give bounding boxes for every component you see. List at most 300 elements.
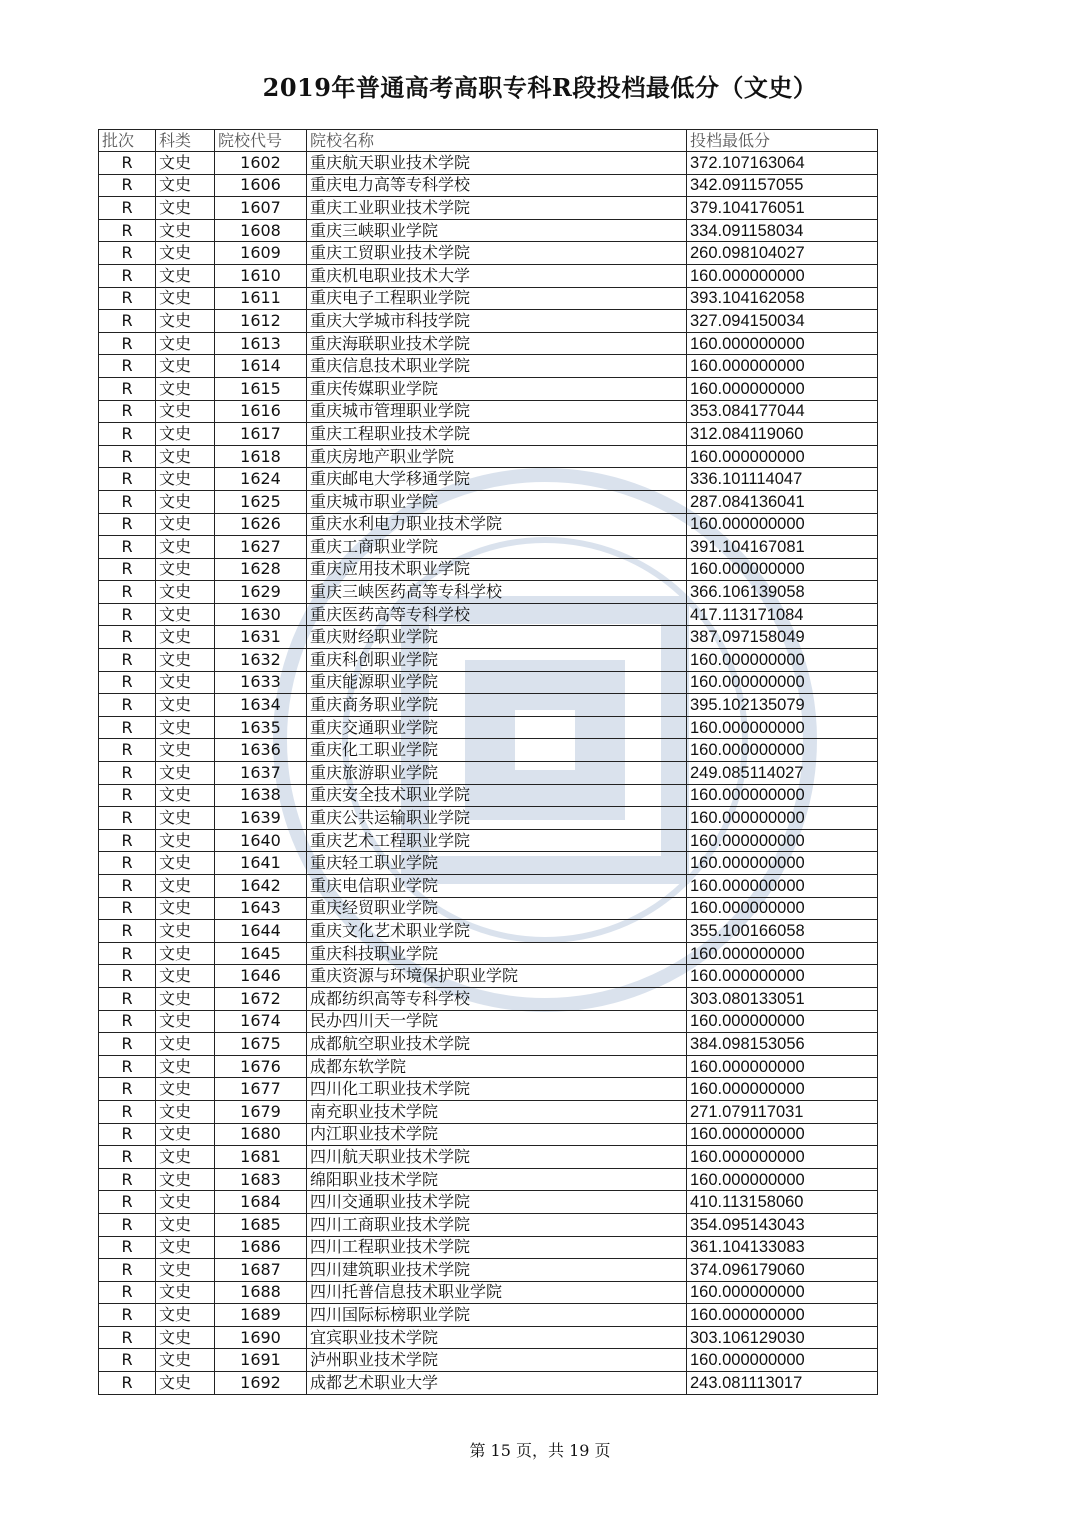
school-name-cell: 四川托普信息技术职业学院 xyxy=(307,1281,687,1304)
category-cell: 文史 xyxy=(156,1100,215,1123)
category-cell: 文史 xyxy=(156,603,215,626)
min-score-cell: 361.104133083 xyxy=(687,1236,878,1259)
table-row xyxy=(99,377,878,400)
batch-cell: R xyxy=(99,152,156,175)
min-score-cell: 160.000000000 xyxy=(687,1281,878,1304)
school-name-cell: 内江职业技术学院 xyxy=(307,1123,687,1146)
category-cell: 文史 xyxy=(156,174,215,197)
category-cell: 文史 xyxy=(156,1372,215,1395)
table-row xyxy=(99,1236,878,1259)
min-score-cell: 354.095143043 xyxy=(687,1213,878,1236)
batch-cell: R xyxy=(99,1010,156,1033)
school-code-cell: 1631 xyxy=(215,626,307,649)
table-row xyxy=(99,287,878,310)
table-row xyxy=(99,1078,878,1101)
table-row xyxy=(99,445,878,468)
category-cell: 文史 xyxy=(156,468,215,491)
table-row xyxy=(99,400,878,423)
category-cell: 文史 xyxy=(156,1078,215,1101)
table-row xyxy=(99,423,878,446)
batch-cell: R xyxy=(99,829,156,852)
batch-cell: R xyxy=(99,287,156,310)
table-row xyxy=(99,490,878,513)
school-name-cell: 四川工商职业技术学院 xyxy=(307,1213,687,1236)
school-name-cell: 四川国际标榜职业学院 xyxy=(307,1304,687,1327)
category-cell: 文史 xyxy=(156,1236,215,1259)
category-cell: 文史 xyxy=(156,920,215,943)
school-name-cell: 重庆传媒职业学院 xyxy=(307,377,687,400)
school-name-cell: 成都航空职业技术学院 xyxy=(307,1033,687,1056)
table-row xyxy=(99,1146,878,1169)
batch-cell: R xyxy=(99,807,156,830)
school-code-cell: 1628 xyxy=(215,558,307,581)
batch-cell: R xyxy=(99,310,156,333)
category-cell: 文史 xyxy=(156,355,215,378)
min-score-cell: 160.000000000 xyxy=(687,965,878,988)
school-code-cell: 1613 xyxy=(215,332,307,355)
school-code-cell: 1674 xyxy=(215,1010,307,1033)
min-score-cell: 243.081113017 xyxy=(687,1372,878,1395)
category-cell: 文史 xyxy=(156,310,215,333)
school-name-cell: 重庆工贸职业技术学院 xyxy=(307,242,687,265)
category-cell: 文史 xyxy=(156,987,215,1010)
category-cell: 文史 xyxy=(156,1055,215,1078)
school-code-cell: 1677 xyxy=(215,1078,307,1101)
batch-cell: R xyxy=(99,649,156,672)
min-score-cell: 417.113171084 xyxy=(687,603,878,626)
school-name-cell: 重庆资源与环境保护职业学院 xyxy=(307,965,687,988)
school-code-cell: 1635 xyxy=(215,716,307,739)
category-cell: 文史 xyxy=(156,1123,215,1146)
min-score-cell: 379.104176051 xyxy=(687,197,878,220)
table-row xyxy=(99,1010,878,1033)
batch-cell: R xyxy=(99,264,156,287)
school-code-cell: 1609 xyxy=(215,242,307,265)
school-name-cell: 重庆海联职业技术学院 xyxy=(307,332,687,355)
school-name-cell: 重庆文化艺术职业学院 xyxy=(307,920,687,943)
min-score-cell: 287.084136041 xyxy=(687,490,878,513)
table-row xyxy=(99,1033,878,1056)
min-score-cell: 260.098104027 xyxy=(687,242,878,265)
min-score-cell: 334.091158034 xyxy=(687,219,878,242)
header-school-code: 院校代号 xyxy=(215,130,307,152)
batch-cell: R xyxy=(99,987,156,1010)
school-name-cell: 重庆工业职业技术学院 xyxy=(307,197,687,220)
page-number: 第 15 页，共 19 页 xyxy=(469,1441,611,1460)
school-name-cell: 重庆科创职业学院 xyxy=(307,649,687,672)
school-name-cell: 重庆交通职业学院 xyxy=(307,716,687,739)
batch-cell: R xyxy=(99,1078,156,1101)
school-name-cell: 成都纺织高等专科学校 xyxy=(307,987,687,1010)
batch-cell: R xyxy=(99,513,156,536)
school-name-cell: 重庆应用技术职业学院 xyxy=(307,558,687,581)
category-cell: 文史 xyxy=(156,242,215,265)
school-name-cell: 重庆工商职业学院 xyxy=(307,536,687,559)
school-code-cell: 1689 xyxy=(215,1304,307,1327)
min-score-cell: 160.000000000 xyxy=(687,1349,878,1372)
batch-cell: R xyxy=(99,762,156,785)
batch-cell: R xyxy=(99,558,156,581)
page-title: 2019年普通高考高职专科R段投档最低分（文史） xyxy=(262,73,818,102)
batch-cell: R xyxy=(99,716,156,739)
school-name-cell: 重庆工程职业技术学院 xyxy=(307,423,687,446)
table-row xyxy=(99,355,878,378)
min-score-cell: 366.106139058 xyxy=(687,581,878,604)
school-name-cell: 四川工程职业技术学院 xyxy=(307,1236,687,1259)
school-name-cell: 重庆城市管理职业学院 xyxy=(307,400,687,423)
school-name-cell: 重庆电力高等专科学校 xyxy=(307,174,687,197)
min-score-cell: 160.000000000 xyxy=(687,1055,878,1078)
school-name-cell: 重庆三峡职业学院 xyxy=(307,219,687,242)
batch-cell: R xyxy=(99,1236,156,1259)
batch-cell: R xyxy=(99,490,156,513)
school-code-cell: 1686 xyxy=(215,1236,307,1259)
batch-cell: R xyxy=(99,920,156,943)
category-cell: 文史 xyxy=(156,219,215,242)
table-row xyxy=(99,875,878,898)
batch-cell: R xyxy=(99,1372,156,1395)
school-code-cell: 1626 xyxy=(215,513,307,536)
table-row xyxy=(99,852,878,875)
school-name-cell: 重庆经贸职业学院 xyxy=(307,897,687,920)
table-row xyxy=(99,513,878,536)
batch-cell: R xyxy=(99,423,156,446)
school-code-cell: 1643 xyxy=(215,897,307,920)
batch-cell: R xyxy=(99,1055,156,1078)
min-score-cell: 342.091157055 xyxy=(687,174,878,197)
category-cell: 文史 xyxy=(156,1304,215,1327)
min-score-cell: 393.104162058 xyxy=(687,287,878,310)
category-cell: 文史 xyxy=(156,1146,215,1169)
school-name-cell: 四川交通职业技术学院 xyxy=(307,1191,687,1214)
batch-cell: R xyxy=(99,784,156,807)
min-score-cell: 160.000000000 xyxy=(687,1010,878,1033)
min-score-cell: 271.079117031 xyxy=(687,1100,878,1123)
category-cell: 文史 xyxy=(156,942,215,965)
school-code-cell: 1611 xyxy=(215,287,307,310)
min-score-cell: 160.000000000 xyxy=(687,897,878,920)
batch-cell: R xyxy=(99,965,156,988)
table-row xyxy=(99,694,878,717)
school-code-cell: 1645 xyxy=(215,942,307,965)
batch-cell: R xyxy=(99,242,156,265)
batch-cell: R xyxy=(99,875,156,898)
min-score-cell: 160.000000000 xyxy=(687,852,878,875)
header-batch: 批次 xyxy=(99,130,156,152)
school-name-cell: 民办四川天一学院 xyxy=(307,1010,687,1033)
table-row xyxy=(99,1372,878,1395)
batch-cell: R xyxy=(99,536,156,559)
school-code-cell: 1672 xyxy=(215,987,307,1010)
school-code-cell: 1680 xyxy=(215,1123,307,1146)
min-score-cell: 303.106129030 xyxy=(687,1326,878,1349)
category-cell: 文史 xyxy=(156,671,215,694)
min-score-cell: 160.000000000 xyxy=(687,513,878,536)
category-cell: 文史 xyxy=(156,829,215,852)
category-cell: 文史 xyxy=(156,1010,215,1033)
school-name-cell: 绵阳职业技术学院 xyxy=(307,1168,687,1191)
school-code-cell: 1618 xyxy=(215,445,307,468)
school-name-cell: 重庆艺术工程职业学院 xyxy=(307,829,687,852)
table-row xyxy=(99,987,878,1010)
school-code-cell: 1638 xyxy=(215,784,307,807)
school-code-cell: 1692 xyxy=(215,1372,307,1395)
batch-cell: R xyxy=(99,468,156,491)
table-row xyxy=(99,1191,878,1214)
table-row xyxy=(99,649,878,672)
category-cell: 文史 xyxy=(156,1168,215,1191)
min-score-cell: 387.097158049 xyxy=(687,626,878,649)
school-name-cell: 重庆安全技术职业学院 xyxy=(307,784,687,807)
batch-cell: R xyxy=(99,1168,156,1191)
min-score-cell: 353.084177044 xyxy=(687,400,878,423)
table-row xyxy=(99,1168,878,1191)
school-name-cell: 重庆三峡医药高等专科学校 xyxy=(307,581,687,604)
school-name-cell: 重庆邮电大学移通学院 xyxy=(307,468,687,491)
min-score-cell: 160.000000000 xyxy=(687,942,878,965)
school-code-cell: 1691 xyxy=(215,1349,307,1372)
school-name-cell: 重庆大学城市科技学院 xyxy=(307,310,687,333)
batch-cell: R xyxy=(99,671,156,694)
batch-cell: R xyxy=(99,1146,156,1169)
min-score-cell: 160.000000000 xyxy=(687,1146,878,1169)
min-score-cell: 160.000000000 xyxy=(687,784,878,807)
school-name-cell: 重庆商务职业学院 xyxy=(307,694,687,717)
category-cell: 文史 xyxy=(156,536,215,559)
school-name-cell: 重庆水利电力职业技术学院 xyxy=(307,513,687,536)
batch-cell: R xyxy=(99,355,156,378)
min-score-cell: 391.104167081 xyxy=(687,536,878,559)
school-name-cell: 重庆科技职业学院 xyxy=(307,942,687,965)
school-code-cell: 1633 xyxy=(215,671,307,694)
category-cell: 文史 xyxy=(156,287,215,310)
batch-cell: R xyxy=(99,739,156,762)
batch-cell: R xyxy=(99,626,156,649)
school-code-cell: 1602 xyxy=(215,152,307,175)
min-score-cell: 384.098153056 xyxy=(687,1033,878,1056)
school-code-cell: 1679 xyxy=(215,1100,307,1123)
table-row xyxy=(99,603,878,626)
table-row xyxy=(99,965,878,988)
school-name-cell: 重庆轻工职业学院 xyxy=(307,852,687,875)
school-name-cell: 重庆能源职业学院 xyxy=(307,671,687,694)
header-min-score: 投档最低分 xyxy=(687,130,878,152)
min-score-cell: 160.000000000 xyxy=(687,1304,878,1327)
school-code-cell: 1636 xyxy=(215,739,307,762)
batch-cell: R xyxy=(99,694,156,717)
table-row xyxy=(99,1055,878,1078)
table-row xyxy=(99,558,878,581)
min-score-cell: 160.000000000 xyxy=(687,807,878,830)
min-score-cell: 374.096179060 xyxy=(687,1259,878,1282)
school-name-cell: 重庆电信职业学院 xyxy=(307,875,687,898)
school-code-cell: 1615 xyxy=(215,377,307,400)
category-cell: 文史 xyxy=(156,423,215,446)
category-cell: 文史 xyxy=(156,1281,215,1304)
table-row xyxy=(99,739,878,762)
school-code-cell: 1684 xyxy=(215,1191,307,1214)
school-code-cell: 1606 xyxy=(215,174,307,197)
table-row xyxy=(99,942,878,965)
school-name-cell: 四川化工职业技术学院 xyxy=(307,1078,687,1101)
batch-cell: R xyxy=(99,603,156,626)
school-name-cell: 重庆公共运输职业学院 xyxy=(307,807,687,830)
min-score-cell: 160.000000000 xyxy=(687,264,878,287)
batch-cell: R xyxy=(99,1123,156,1146)
school-name-cell: 四川建筑职业技术学院 xyxy=(307,1259,687,1282)
school-name-cell: 重庆信息技术职业学院 xyxy=(307,355,687,378)
min-score-cell: 160.000000000 xyxy=(687,1078,878,1101)
min-score-cell: 410.113158060 xyxy=(687,1191,878,1214)
table-row xyxy=(99,468,878,491)
school-name-cell: 重庆电子工程职业学院 xyxy=(307,287,687,310)
admission-score-table xyxy=(98,129,878,1395)
batch-cell: R xyxy=(99,1033,156,1056)
min-score-cell: 160.000000000 xyxy=(687,649,878,672)
batch-cell: R xyxy=(99,1304,156,1327)
category-cell: 文史 xyxy=(156,1349,215,1372)
school-code-cell: 1617 xyxy=(215,423,307,446)
table-row xyxy=(99,219,878,242)
school-code-cell: 1681 xyxy=(215,1146,307,1169)
school-code-cell: 1629 xyxy=(215,581,307,604)
school-name-cell: 重庆医药高等专科学校 xyxy=(307,603,687,626)
table-row xyxy=(99,1213,878,1236)
school-name-cell: 重庆化工职业学院 xyxy=(307,739,687,762)
school-code-cell: 1687 xyxy=(215,1259,307,1282)
batch-cell: R xyxy=(99,377,156,400)
school-code-cell: 1630 xyxy=(215,603,307,626)
table-row xyxy=(99,174,878,197)
table-row xyxy=(99,1349,878,1372)
batch-cell: R xyxy=(99,1191,156,1214)
category-cell: 文史 xyxy=(156,264,215,287)
batch-cell: R xyxy=(99,174,156,197)
school-code-cell: 1616 xyxy=(215,400,307,423)
category-cell: 文史 xyxy=(156,807,215,830)
school-code-cell: 1640 xyxy=(215,829,307,852)
school-code-cell: 1610 xyxy=(215,264,307,287)
min-score-cell: 160.000000000 xyxy=(687,558,878,581)
category-cell: 文史 xyxy=(156,1191,215,1214)
category-cell: 文史 xyxy=(156,852,215,875)
batch-cell: R xyxy=(99,1213,156,1236)
category-cell: 文史 xyxy=(156,445,215,468)
category-cell: 文史 xyxy=(156,1326,215,1349)
school-name-cell: 泸州职业技术学院 xyxy=(307,1349,687,1372)
min-score-cell: 160.000000000 xyxy=(687,1168,878,1191)
min-score-cell: 327.094150034 xyxy=(687,310,878,333)
header-school-name: 院校名称 xyxy=(307,130,687,152)
category-cell: 文史 xyxy=(156,558,215,581)
school-code-cell: 1688 xyxy=(215,1281,307,1304)
school-code-cell: 1646 xyxy=(215,965,307,988)
table-row xyxy=(99,716,878,739)
batch-cell: R xyxy=(99,852,156,875)
min-score-cell: 160.000000000 xyxy=(687,739,878,762)
category-cell: 文史 xyxy=(156,649,215,672)
school-code-cell: 1641 xyxy=(215,852,307,875)
school-code-cell: 1625 xyxy=(215,490,307,513)
batch-cell: R xyxy=(99,581,156,604)
table-row xyxy=(99,536,878,559)
table-row xyxy=(99,671,878,694)
min-score-cell: 355.100166058 xyxy=(687,920,878,943)
min-score-cell: 160.000000000 xyxy=(687,355,878,378)
category-cell: 文史 xyxy=(156,377,215,400)
table-row xyxy=(99,1281,878,1304)
school-code-cell: 1675 xyxy=(215,1033,307,1056)
school-name-cell: 成都艺术职业大学 xyxy=(307,1372,687,1395)
min-score-cell: 249.085114027 xyxy=(687,762,878,785)
table-header-row xyxy=(99,130,878,152)
school-name-cell: 四川航天职业技术学院 xyxy=(307,1146,687,1169)
category-cell: 文史 xyxy=(156,513,215,536)
min-score-cell: 160.000000000 xyxy=(687,1123,878,1146)
school-code-cell: 1642 xyxy=(215,875,307,898)
school-name-cell: 重庆城市职业学院 xyxy=(307,490,687,513)
school-code-cell: 1634 xyxy=(215,694,307,717)
category-cell: 文史 xyxy=(156,626,215,649)
table-row xyxy=(99,1259,878,1282)
min-score-cell: 160.000000000 xyxy=(687,829,878,852)
category-cell: 文史 xyxy=(156,581,215,604)
batch-cell: R xyxy=(99,219,156,242)
category-cell: 文史 xyxy=(156,1033,215,1056)
table-row xyxy=(99,784,878,807)
batch-cell: R xyxy=(99,1326,156,1349)
batch-cell: R xyxy=(99,942,156,965)
category-cell: 文史 xyxy=(156,739,215,762)
table-row xyxy=(99,1326,878,1349)
school-name-cell: 宜宾职业技术学院 xyxy=(307,1326,687,1349)
table-row xyxy=(99,197,878,220)
min-score-cell: 160.000000000 xyxy=(687,445,878,468)
table-row xyxy=(99,762,878,785)
table-row xyxy=(99,581,878,604)
table-row xyxy=(99,897,878,920)
category-cell: 文史 xyxy=(156,152,215,175)
table-row xyxy=(99,242,878,265)
min-score-cell: 395.102135079 xyxy=(687,694,878,717)
school-name-cell: 成都东软学院 xyxy=(307,1055,687,1078)
school-code-cell: 1639 xyxy=(215,807,307,830)
min-score-cell: 160.000000000 xyxy=(687,875,878,898)
school-code-cell: 1637 xyxy=(215,762,307,785)
table-row xyxy=(99,1304,878,1327)
school-code-cell: 1690 xyxy=(215,1326,307,1349)
table-row xyxy=(99,920,878,943)
table-row xyxy=(99,264,878,287)
batch-cell: R xyxy=(99,897,156,920)
min-score-cell: 160.000000000 xyxy=(687,716,878,739)
batch-cell: R xyxy=(99,332,156,355)
school-code-cell: 1624 xyxy=(215,468,307,491)
category-cell: 文史 xyxy=(156,332,215,355)
school-name-cell: 重庆机电职业技术大学 xyxy=(307,264,687,287)
batch-cell: R xyxy=(99,445,156,468)
school-code-cell: 1612 xyxy=(215,310,307,333)
category-cell: 文史 xyxy=(156,965,215,988)
batch-cell: R xyxy=(99,1349,156,1372)
table-row xyxy=(99,332,878,355)
min-score-cell: 312.084119060 xyxy=(687,423,878,446)
table-row xyxy=(99,152,878,175)
school-code-cell: 1632 xyxy=(215,649,307,672)
category-cell: 文史 xyxy=(156,762,215,785)
category-cell: 文史 xyxy=(156,784,215,807)
batch-cell: R xyxy=(99,1100,156,1123)
